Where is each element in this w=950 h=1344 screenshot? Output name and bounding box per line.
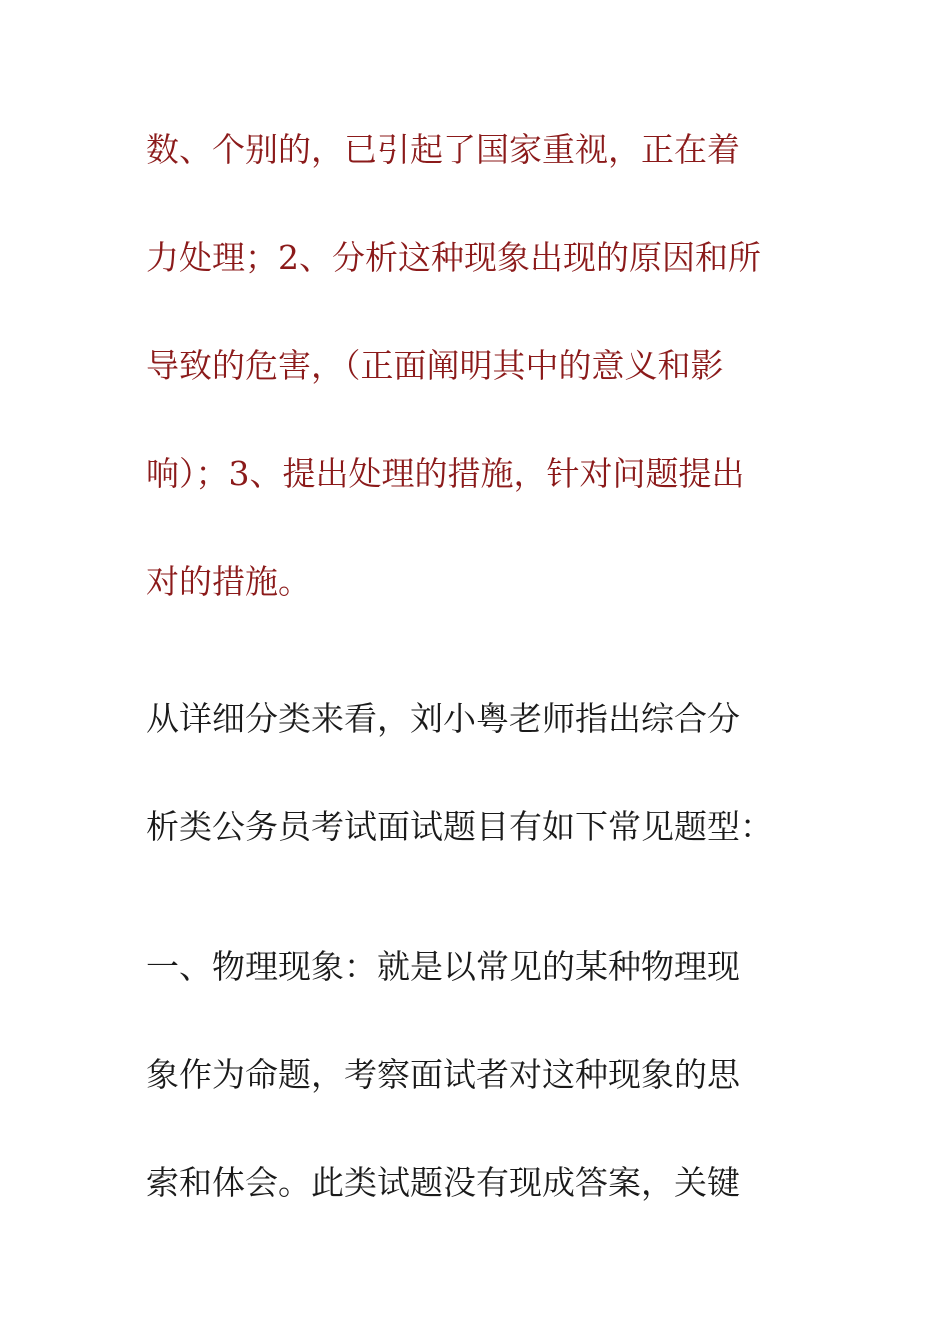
text-line: 对的措施。 (146, 562, 311, 601)
text-line: 索和体会。此类试题没有现成答案，关键 (146, 1163, 740, 1202)
text-line: 象作为命题，考察面试者对这种现象的思 (146, 1055, 740, 1094)
text-line: 从详细分类来看，刘小粤老师指出综合分 (146, 699, 740, 738)
text-line: 力处理；2、分析这种现象出现的原因和所 (146, 238, 761, 277)
paragraph-causes-and-measures (146, 123, 806, 609)
text-line: 响）；3、提出处理的措施，针对问题提出 (146, 454, 745, 493)
text-line: 导致的危害，（正面阐明其中的意义和影 (146, 346, 724, 385)
text-line: 数、个别的，已引起了国家重视，正在着 (146, 130, 740, 169)
paragraph-physical-phenomena (146, 940, 806, 1210)
text-line: 一、物理现象：就是以常见的某种物理现 (146, 947, 740, 986)
paragraph-question-types-intro (146, 692, 806, 854)
text-line: 析类公务员考试面试题目有如下常见题型： (146, 807, 773, 846)
